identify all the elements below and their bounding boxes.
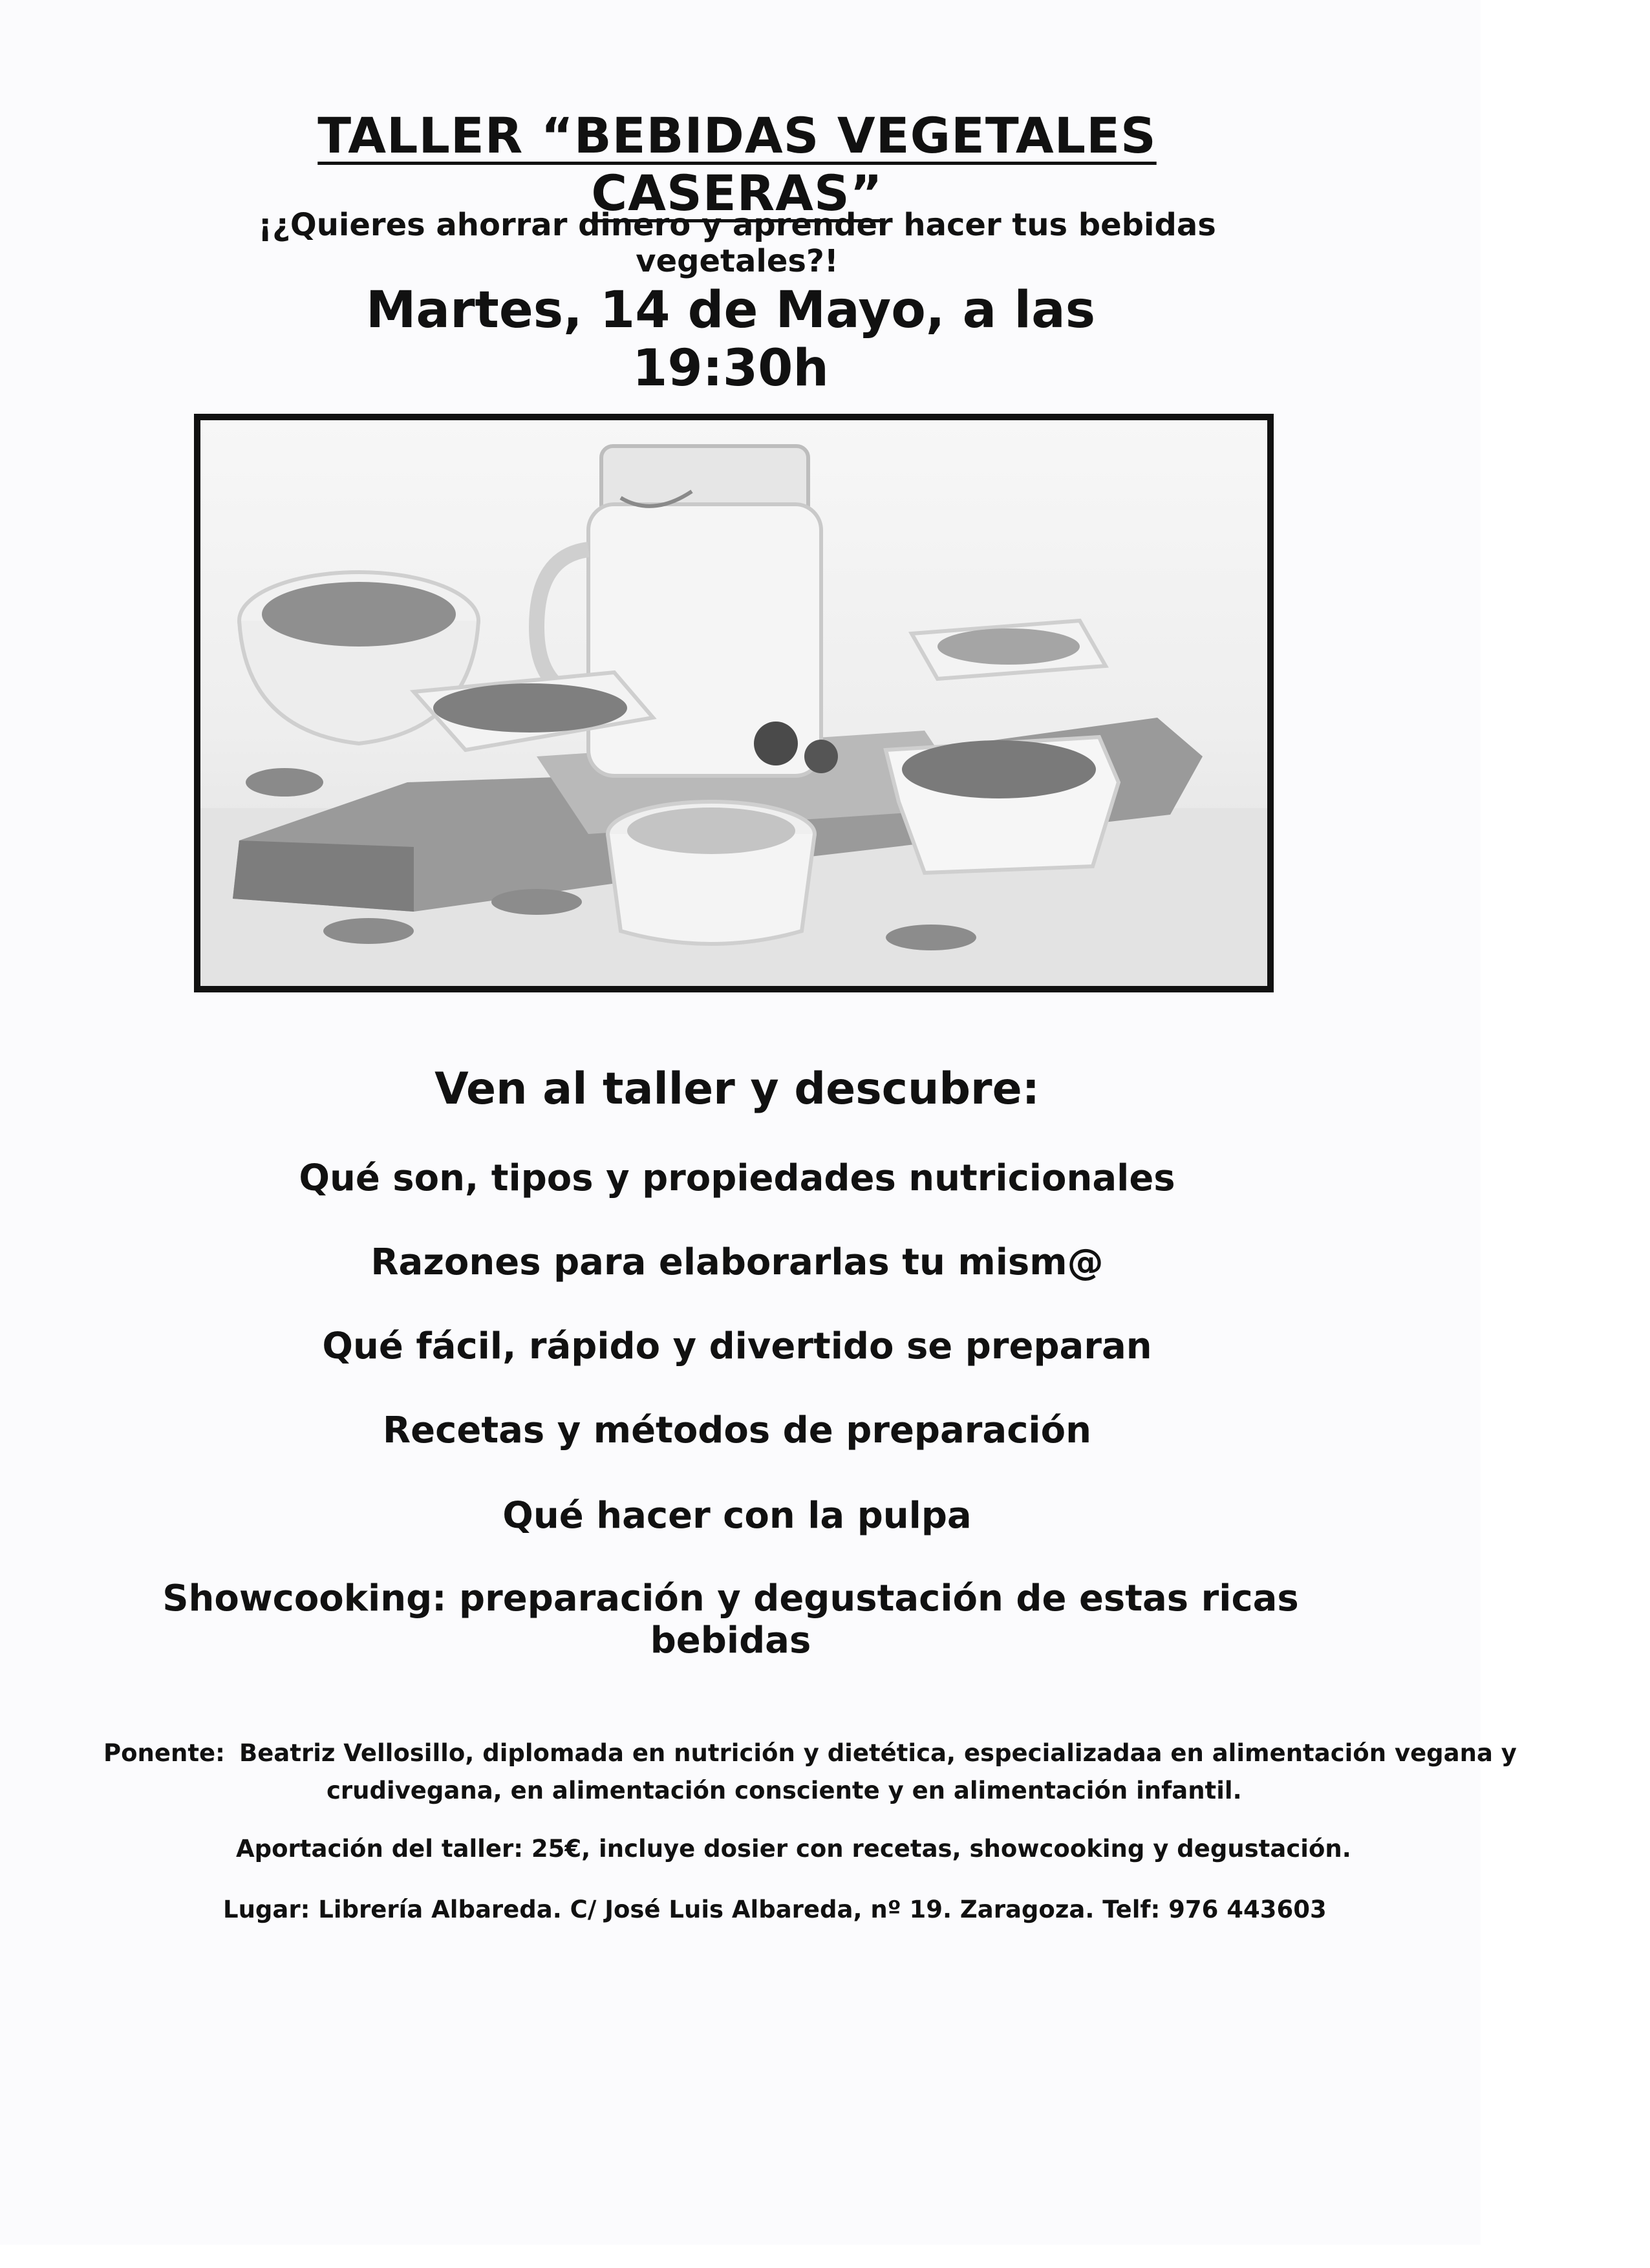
benefit-item: Qué son, tipos y propiedades nutricionales (299, 1157, 1175, 1199)
cashews (938, 628, 1080, 665)
speaker-label: Ponente: (103, 1739, 225, 1767)
speaker-description-line1: Beatriz Vellosillo, diplomada en nutrición y dietética, especializadaa en alimentación vegana y (239, 1739, 1517, 1767)
star-anise-2 (804, 740, 838, 773)
scattered-walnuts (323, 918, 414, 944)
section-heading: Ven al taller y descubre: (434, 1064, 1040, 1115)
workshop-location: Lugar: Librería Albareda. C/ José Luis Albareda, nº 19. Zaragoza. Telf: 976 443603 (223, 1896, 1327, 1923)
scanner-bottom-margin (0, 2245, 1650, 2268)
scanner-margin (1481, 0, 1650, 2268)
benefit-item: Qué fácil, rápido y divertido se preparan (322, 1325, 1152, 1367)
hazelnuts (902, 740, 1096, 798)
flyer-title: TALLER “BEBIDAS VEGETALES CASERAS” (317, 107, 1157, 222)
almonds (433, 683, 627, 733)
workshop-contribution: Aportación del taller: 25€, incluye dosier con recetas, showcooking y degustación. (236, 1835, 1351, 1863)
speaker-description-line2: crudivegana, en alimentación consciente y en alimentación infantil. (327, 1777, 1242, 1804)
scattered-nuts (246, 768, 323, 797)
scattered-hazelnuts (886, 925, 976, 950)
benefit-item: Qué hacer con la pulpa (502, 1495, 972, 1537)
scattered-almonds (491, 889, 582, 915)
walnuts (262, 582, 456, 647)
star-anise (754, 722, 798, 765)
photo-illustration (200, 420, 1267, 986)
benefit-item: Showcooking: preparación y degustación de estas ricas bebidas (162, 1578, 1299, 1662)
benefit-item: Recetas y métodos de preparación (383, 1409, 1091, 1451)
plant-milk-photo (194, 414, 1274, 992)
flyer-subtitle: ¡¿Quieres ahorrar dinero y aprender hacer tus bebidas vegetales?! (258, 207, 1216, 279)
event-date: Martes, 14 de Mayo, a las 19:30h (365, 281, 1096, 398)
pine-nuts (627, 808, 795, 854)
benefit-item: Razones para elaborarlas tu mism@ (370, 1241, 1104, 1283)
